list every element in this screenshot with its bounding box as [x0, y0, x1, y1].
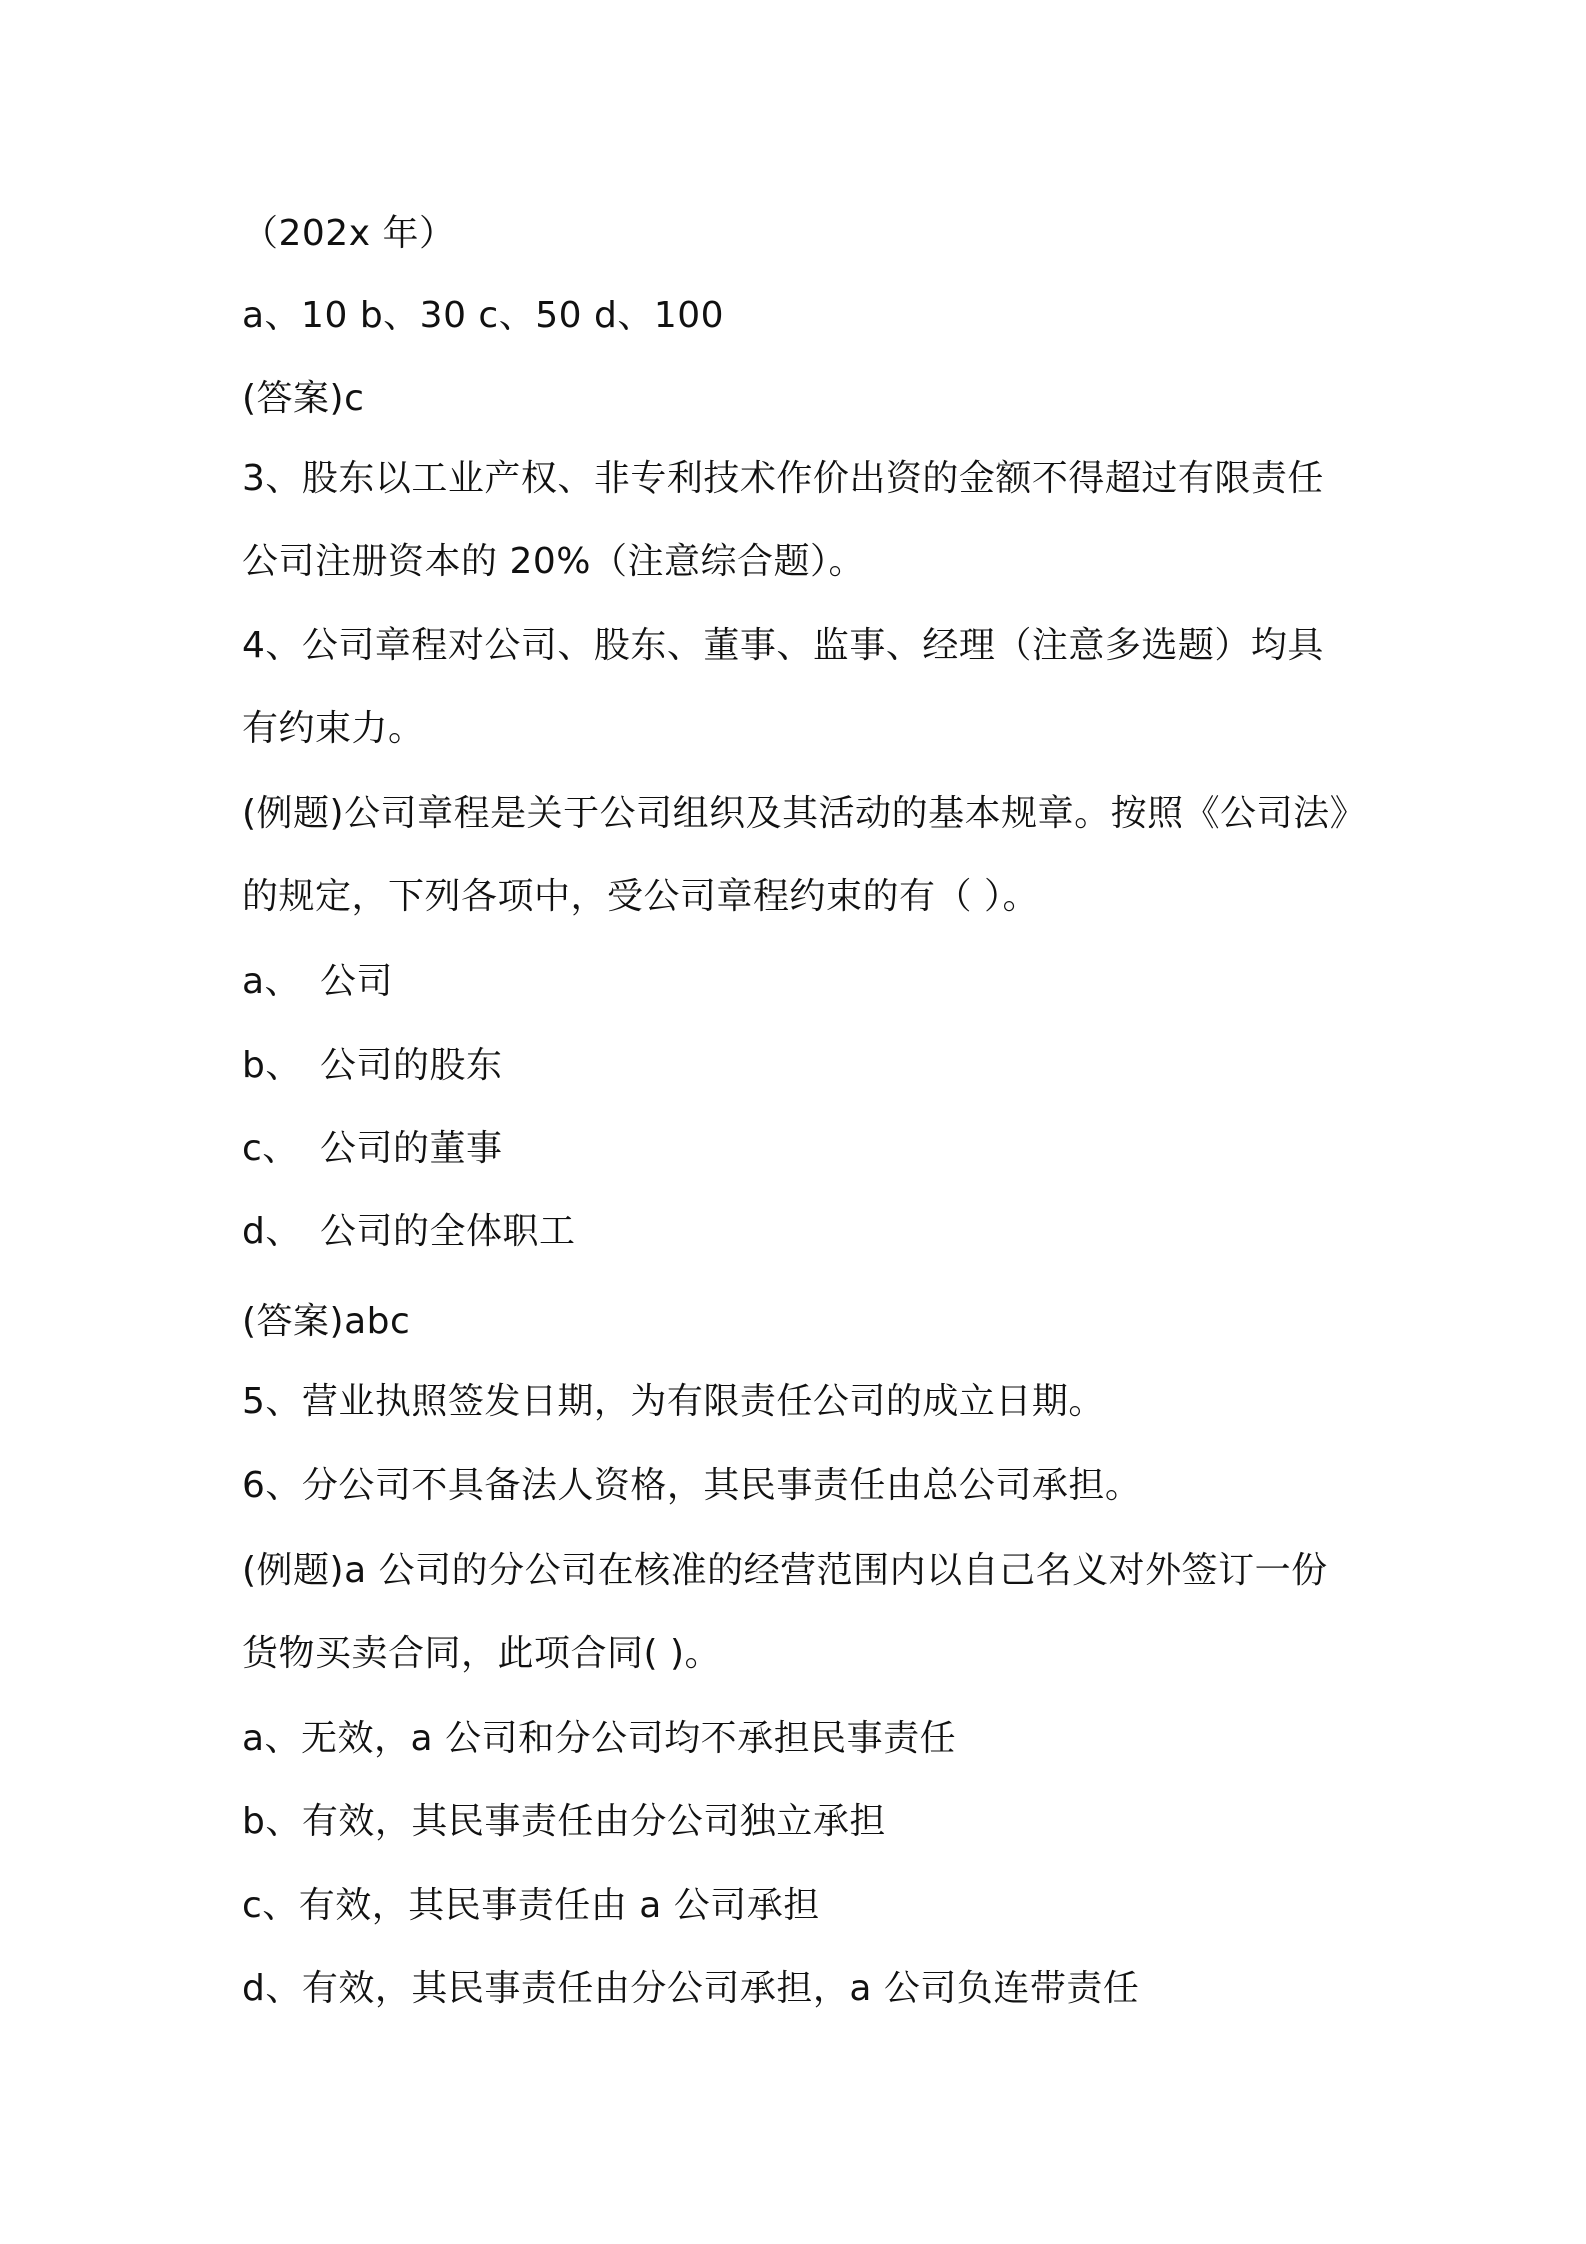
example-question-line-2: 的规定，下列各项中，受公司章程约束的有（ ）。 [242, 876, 1039, 917]
option-c [242, 1125, 503, 1173]
point-3-line-1: 3、股东以工业产权、非专利技术作价出资的金额不得超过有限责任 [242, 458, 1324, 499]
option-a: a、无效，a 公司和分公司均不承担民事责任 [242, 1718, 957, 1759]
answer-line: (答案)abc [242, 1301, 411, 1342]
option-text: 公司的股东 [320, 1045, 503, 1086]
point-4-line-1: 4、公司章程对公司、股东、董事、监事、经理（注意多选题）均具 [242, 625, 1324, 666]
point-5-line: 5、营业执照签发日期，为有限责任公司的成立日期。 [242, 1381, 1105, 1422]
option-text: 公司 [320, 961, 394, 1002]
option-letter: a、 [242, 961, 302, 1002]
point-6-line: 6、分公司不具备法人资格，其民事责任由总公司承担。 [242, 1465, 1142, 1506]
year-note: （202x 年） [242, 213, 456, 254]
option-letter: d、 [242, 1211, 302, 1252]
option-letter: b、 [242, 1045, 302, 1086]
point-3-line-2: 公司注册资本的 20%（注意综合题）。 [242, 541, 865, 582]
option-a [242, 958, 393, 1006]
point-4-line-2: 有约束力。 [242, 708, 425, 749]
example-question-line-1: (例题)a 公司的分公司在核准的经营范围内以自己名义对外签订一份 [242, 1550, 1328, 1591]
option-text: 公司的全体职工 [320, 1211, 576, 1252]
answer-line: (答案)c [242, 378, 365, 419]
option-d: d、有效，其民事责任由分公司承担，a 公司负连带责任 [242, 1968, 1140, 2009]
option-b [242, 1042, 503, 1090]
option-b: b、有效，其民事责任由分公司独立承担 [242, 1801, 886, 1842]
option-text: 公司的董事 [320, 1128, 503, 1169]
example-question-line-2: 货物买卖合同，此项合同( )。 [242, 1633, 722, 1674]
option-letter: c、 [242, 1128, 299, 1169]
example-question-line-1: (例题)公司章程是关于公司组织及其活动的基本规章。按照《公司法》 [242, 793, 1367, 834]
question-options-line: a、10 b、30 c、50 d、100 [242, 295, 725, 336]
option-c: c、有效，其民事责任由 a 公司承担 [242, 1885, 820, 1926]
option-d [242, 1208, 576, 1256]
